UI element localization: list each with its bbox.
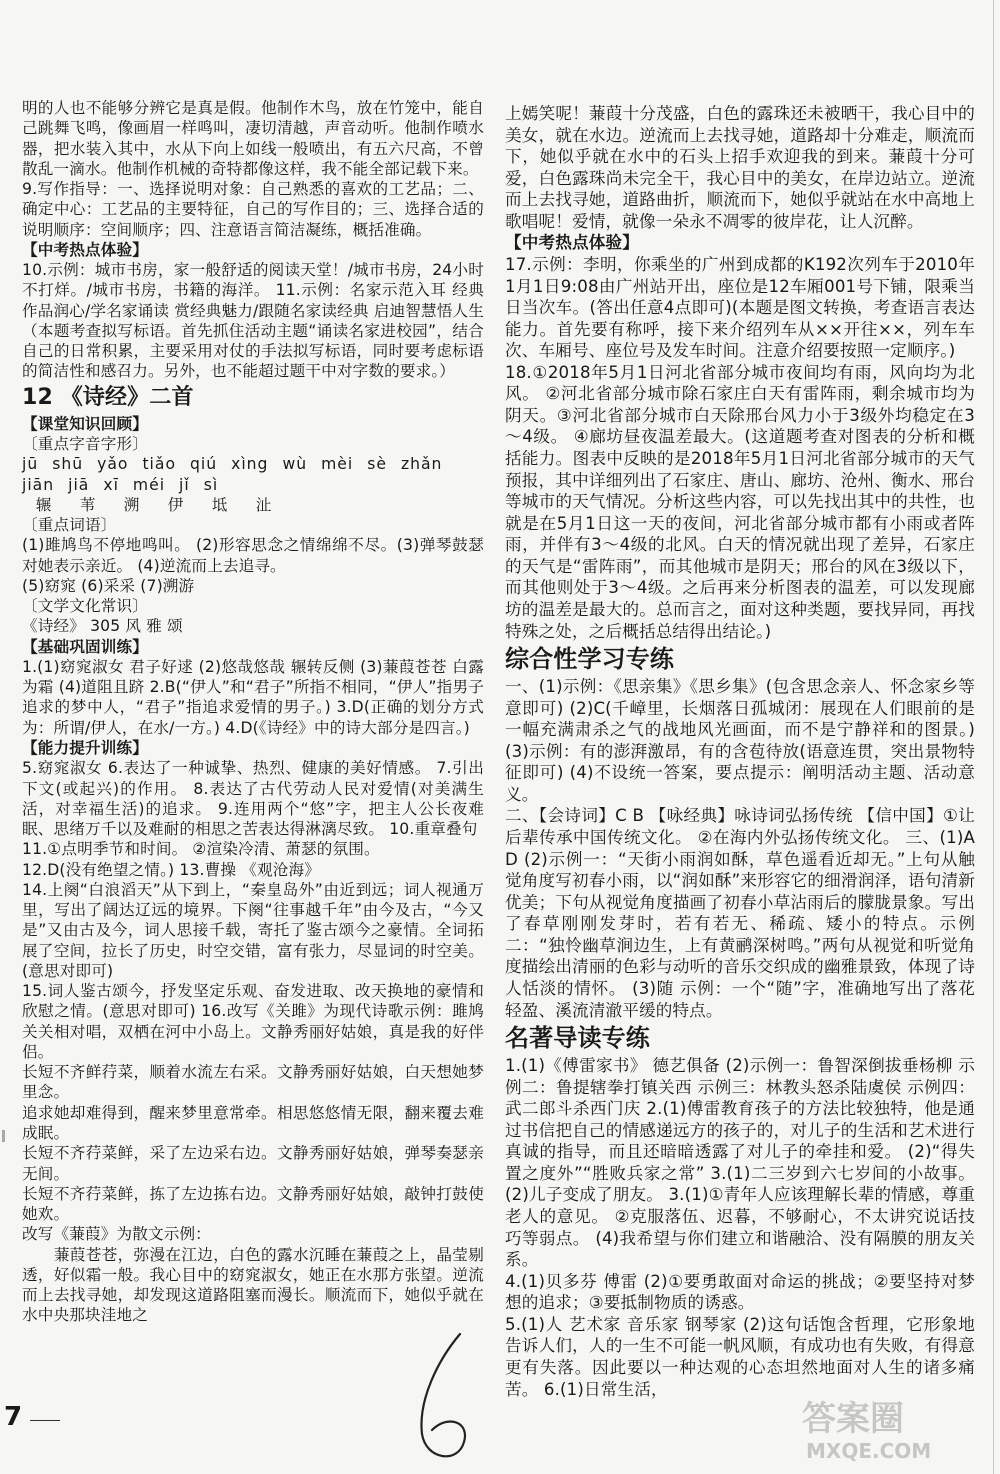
subsection-heading: 〔重点词语〕 xyxy=(22,516,117,535)
pinyin-syllable: yǎo xyxy=(97,455,129,474)
pinyin-row xyxy=(22,475,484,495)
answer-paragraph: 4.(1)贝多芬 傅雷 (2)①要勇敢面对命运的挑战；②要坚持对梦想的追求；③要抵制物质的诱惑。 xyxy=(505,1271,975,1313)
pinyin-syllable: jū xyxy=(22,455,39,474)
answer-paragraph: 蒹葭苍苍，弥漫在江边，白色的露水沉睡在蒹葭之上，晶莹剔透，好似霜一般。我心目中的窈窕淑女，她正在水那方张望。逆流而上去找寻她，却发现这道路阻塞而漫长。顺流而下，她似乎就在水中央那块洼地之 xyxy=(22,1245,484,1325)
answer-paragraph: (5)窈窕 (6)采采 (7)溯游 xyxy=(22,576,195,595)
answer-paragraph: 14.上阕“白浪滔天”从下到上，“秦皇岛外”由近到远；词人视通万里，写出了阔达辽远的境界。下阕“往事越千年”由今及古，“今又是”又由古及今，词人思接千载，寄托了鉴古颂今之豪情。全词拓展了空间，拉长了历史，时空交错，富有张力，尽显词的时空美。(意思对即可) xyxy=(22,880,484,980)
answer-paragraph: 5.窈窕淑女 6.表达了一种诚挚、热烈、健康的美好情感。 7.引出下文(或起兴)的作用。 8.表达了古代劳动人民对爱情(对美满生活，对幸福生活)的追求。 9.连用两个“悠”字，把主人公长夜难眠、思绪万千以及难耐的相思之苦表达得淋漓尽致。 10.重章叠句 xyxy=(22,759,484,839)
watermark-logo xyxy=(794,1394,994,1464)
answer-paragraph: 1.(1)《傅雷家书》 德艺俱备 (2)示例一：鲁智深倒拔垂杨柳 示例二：鲁提辖拳打镇关西 示例三：林教头怒杀陆虞侯 示例四：武二郎斗杀西门庆 2.(1)傅雷教育孩子的方法比较独特，他是通过书信把自己的情感递远方的孩子的，对儿子的生活和艺术进行真诚的指导，而且还暗暗透露了对儿子的牵挂和爱。 (2)“得失置之度外”“胜败兵家之常” 3.(1)二三岁到六七岁间的小故事。 (2)儿子变成了朋友。 3.(1)①青年人应该理解长辈的情感，尊重老人的意见。 ②克服落伍、迟暮，不够耐心，不太讲究说话技巧等弱点。 (4)我希望与你们建立和谐融洽、没有隔膜的朋友关系。 xyxy=(505,1056,975,1270)
page-number: 7 xyxy=(4,1402,23,1432)
pinyin-syllable: zhǎn xyxy=(400,455,443,474)
lesson-title: 12 《诗经》二首 xyxy=(22,384,194,410)
answer-paragraph: (1)雎鸠鸟不停地鸣叫。 (2)形容思念之情绵绵不尽。(3)弹琴鼓瑟对她表示亲近。 (4)逆流而上去追寻。 xyxy=(22,536,484,575)
pinyin-syllable: xìng xyxy=(231,455,269,474)
answer-paragraph: 1.(1)窈窕淑女 君子好逑 (2)悠哉悠哉 辗转反侧 (3)蒹葭苍苍 白露为霜 (4)道阻且跻 2.B(“伊人”和“君子”所指不相同，“伊人”指男子追求的梦中人，“君子”指追求爱情的男子。) 3.D(正确的划分方式为：所谓/伊人，在水/一方。) 4.D(《诗经》中的诗大部分是四言。) xyxy=(22,657,484,737)
pinyin-syllable: jǐ xyxy=(179,475,190,494)
section-heading: 【能力提升训练】 xyxy=(22,738,148,757)
answer-paragraph: 10.示例：城市书房，家一般舒适的阅读天堂！/城市书房，24小时不打烊。/城市书房，书籍的海洋。 11.示例：名家示范入耳 经典作品润心/学名家诵读 赏经典魅力/跟随名家读经典 启迪智慧悟人生（本题考查拟写标语。首先抓住活动主题“诵读名家进校园”，结合自己的日常积累，主要采用对仗的手法拟写标语，同时要考虑标语的简洁性和感召力。另外，也不能超过题干中对字数的要求。） xyxy=(22,261,484,381)
hanzi-char: 坻 xyxy=(211,495,229,514)
answer-paragraph: 12.D(没有绝望之情。) 13.曹操 《观沧海》 xyxy=(22,860,320,879)
section-heading: 【基础巩固训练】 xyxy=(22,637,148,656)
answer-paragraph: 11.①点明季节和时间。 ②渲染冷清、萧瑟的氛围。 xyxy=(22,840,380,859)
answer-paragraph: 长短不齐荇菜鲜，拣了左边拣右边。文静秀丽好姑娘，敲钟打鼓使她欢。 xyxy=(22,1184,484,1224)
pinyin-syllable: jiā xyxy=(68,475,90,494)
pinyin-syllable: sè xyxy=(367,455,387,474)
answer-paragraph: 明的人也不能够分辨它是真是假。他制作木鸟，放在竹笼中，能自己跳舞飞鸣，像画眉一样鸣叫，凄切清越，声音动听。他制作喷水器，把水装入其中，水从下向上如线一般喷出，有五六尺高，不曾散乱一滴水。他制作机械的奇特都像这样，我不能全部记载下来。 xyxy=(22,99,484,178)
answer-paragraph: 追求她却难得到，醒来梦里意常牵。相思悠悠情无限，翻来覆去难成眠。 xyxy=(22,1103,484,1143)
pinyin-syllable: xī xyxy=(103,475,119,494)
section-heading: 【中考热点体验】 xyxy=(22,240,148,259)
pinyin-syllable: méi xyxy=(132,475,166,494)
practice-title: 综合性学习专练 xyxy=(505,644,675,674)
answer-paragraph: 长短不齐荇菜鲜，采了左边采右边。文静秀丽好姑娘，弹琴奏瑟亲无间。 xyxy=(22,1144,484,1183)
answer-paragraph: 改写《蒹葭》为散文示例： xyxy=(22,1225,211,1244)
right-column xyxy=(505,103,975,1400)
watermark-url: MXQE.COM xyxy=(806,1439,932,1463)
answer-paragraph: 长短不齐鲜荇菜，顺着水流左右采。文静秀丽好姑娘，白天想她梦里念。 xyxy=(22,1063,484,1102)
binding-mark xyxy=(2,1130,5,1142)
pinyin-syllable: qiú xyxy=(189,455,218,474)
answer-paragraph: 17.示例：李明，你乘坐的广州到成都的K192次列车于2010年1月1日9:08由广州站开出，座位是12车厢001号下铺，限乘当日当次车。(答出任意4点即可)(本题是图文转换，考查语言表达能力。首先要有称呼，接下来介绍列车从××开往××，列车车次、车厢号、座位号及发车时间。注意介绍要按照一定顺序。) xyxy=(505,254,975,361)
hanzi-char: 伊 xyxy=(167,495,185,514)
hanzi-char: 沚 xyxy=(255,495,273,514)
pinyin-syllable: jiān xyxy=(22,475,55,494)
handwritten-mark xyxy=(408,1330,478,1470)
pinyin-syllable: shū xyxy=(52,455,84,474)
subsection-heading: 〔重点字音字形〕 xyxy=(22,434,148,453)
watermark-text: 答案圈 xyxy=(802,1399,904,1439)
pinyin-syllable: mèi xyxy=(321,455,354,474)
page-edge-line xyxy=(993,0,994,1474)
pinyin-syllable: tiǎo xyxy=(142,455,176,474)
answer-paragraph: 15.词人鉴古颂今，抒发坚定乐观、奋发进取、改天换地的豪情和欣慰之情。(意思对即可) 16.改写《关雎》为现代诗歌示例：雎鸠关关相对唱，双栖在河中小岛上。文静秀丽好姑娘，真是我的好伴侣。 xyxy=(22,982,484,1061)
section-heading: 【中考热点体验】 xyxy=(505,233,639,253)
hanzi-char: 苇 xyxy=(79,495,97,514)
pinyin-syllable: wù xyxy=(282,455,308,474)
answer-paragraph: 9.写作指导：一、选择说明对象：自己熟悉的喜欢的工艺品；二、确定中心：工艺品的主要特征，自己的写作目的；三、选择合适的说明顺序：空间顺序；四、注意语言简洁凝练，概括准确。 xyxy=(22,180,484,239)
hanzi-char: 辗 xyxy=(35,495,53,514)
pinyin-row xyxy=(22,454,484,474)
page-number-rule xyxy=(30,1420,60,1421)
hanzi-char: 溯 xyxy=(123,495,141,514)
answer-paragraph: 18.①2018年5月1日河北省部分城市夜间均有雨，风向均为北风。 ②河北省部分城市除石家庄白天有雷阵雨，剩余城市均为阴天。③河北省部分城市白天除邢台风力小于3级外均稳定在3～4级。 ④廊坊昼夜温差最大。(这道题考查对图表的分析和概括能力。图表中反映的是2018年5月1日河北省部分城市的天气预报，其中详细列出了石家庄、唐山、廊坊、沧州、衡水、邢台等城市的天气情况。分析这些内容，可以先找出其中的共性，也就是在5月1日这一天的夜间，河北省部分城市都有小雨或者阵雨，并伴有3～4级的北风。白天的情况就出现了差异，石家庄的天气是“雷阵雨”，而其他城市是阴天；邢台的风在3级以下，而其他则处于3～4级。之后再来分析图表的温差，可以发现廊坊的温差是最大的。总而言之，面对这种类题，要找异同，再找特殊之处，之后概括总结得出结论。) xyxy=(505,362,975,641)
answer-paragraph: 一、(1)示例：《思亲集》《思乡集》(包含思念亲人、怀念家乡等意即可) (2)C(千嶂里，长烟落日孤城闭：展现在人们眼前的是一幅充满肃杀之气的战地风光画面，而不是宁静祥和的图景。) (3)示例：有的澎湃激昂，有的含苞待放(语意连贯，突出景物特征即可) (4)不设统一答案，要点提示：阐明活动主题、活动意义。 xyxy=(505,677,975,804)
answer-paragraph: 《诗经》 305 风 雅 颂 xyxy=(22,617,183,636)
left-column xyxy=(22,98,484,1326)
pinyin-syllable: sì xyxy=(203,475,219,494)
practice-title: 名著导读专练 xyxy=(505,1023,650,1053)
hanzi-row xyxy=(22,495,484,515)
section-heading: 【课堂知识回顾】 xyxy=(22,414,148,433)
subsection-heading: 〔文学文化常识〕 xyxy=(22,597,148,616)
answer-paragraph: 5.(1)人 艺术家 音乐家 钢琴家 (2)这句话饱含哲理，它形象地告诉人们，人的一生不可能一帆风顺，有成功也有失败，有得意更有失落。因此要以一种达观的心态坦然地面对人生的诸多痛苦。 6.(1)日常生活， xyxy=(505,1314,975,1399)
answer-paragraph: 二、【会诗词】C B 【咏经典】咏诗词弘扬传统 【信中国】①让后辈传承中国传统文化。 ②在海内外弘扬传统文化。 三、(1)A D (2)示例一：“天街小雨润如酥，草色遥看近却无。”上句从触觉角度写初春小雨，以“润如酥”来形容它的细滑润泽，语句清新优美；下句从视觉角度描画了初春小草沾雨后的朦胧景象。写出了春草刚刚发芽时，若有若无、稀疏、矮小的特点。示例二：“独怜幽草涧边生，上有黄鹂深树鸣。”两句从视觉和听觉角度描绘出清丽的色彩与动听的音乐交织成的幽雅景致，体现了诗人恬淡的情怀。 (3)随 示例：一个“随”字，准确地写出了落花轻盈、溪流清澈平缓的特点。 xyxy=(505,806,975,1020)
answer-paragraph: 上嫣笑呢！蒹葭十分茂盛，白色的露珠还未被晒干，我心目中的美女，就在水边。逆流而上去找寻她，道路却十分难走，顺流而下，她似乎就在水中的石头上招手欢迎我的到来。蒹葭十分可爱，白色露珠尚未完全干，我心目中的美女，在岸边站立。逆流而上去找寻她，道路曲折，顺流而下，她似乎就站在水中高地上歌唱呢！爱情，就像一朵永不凋零的彼岸花，让人沉醉。 xyxy=(505,104,975,231)
